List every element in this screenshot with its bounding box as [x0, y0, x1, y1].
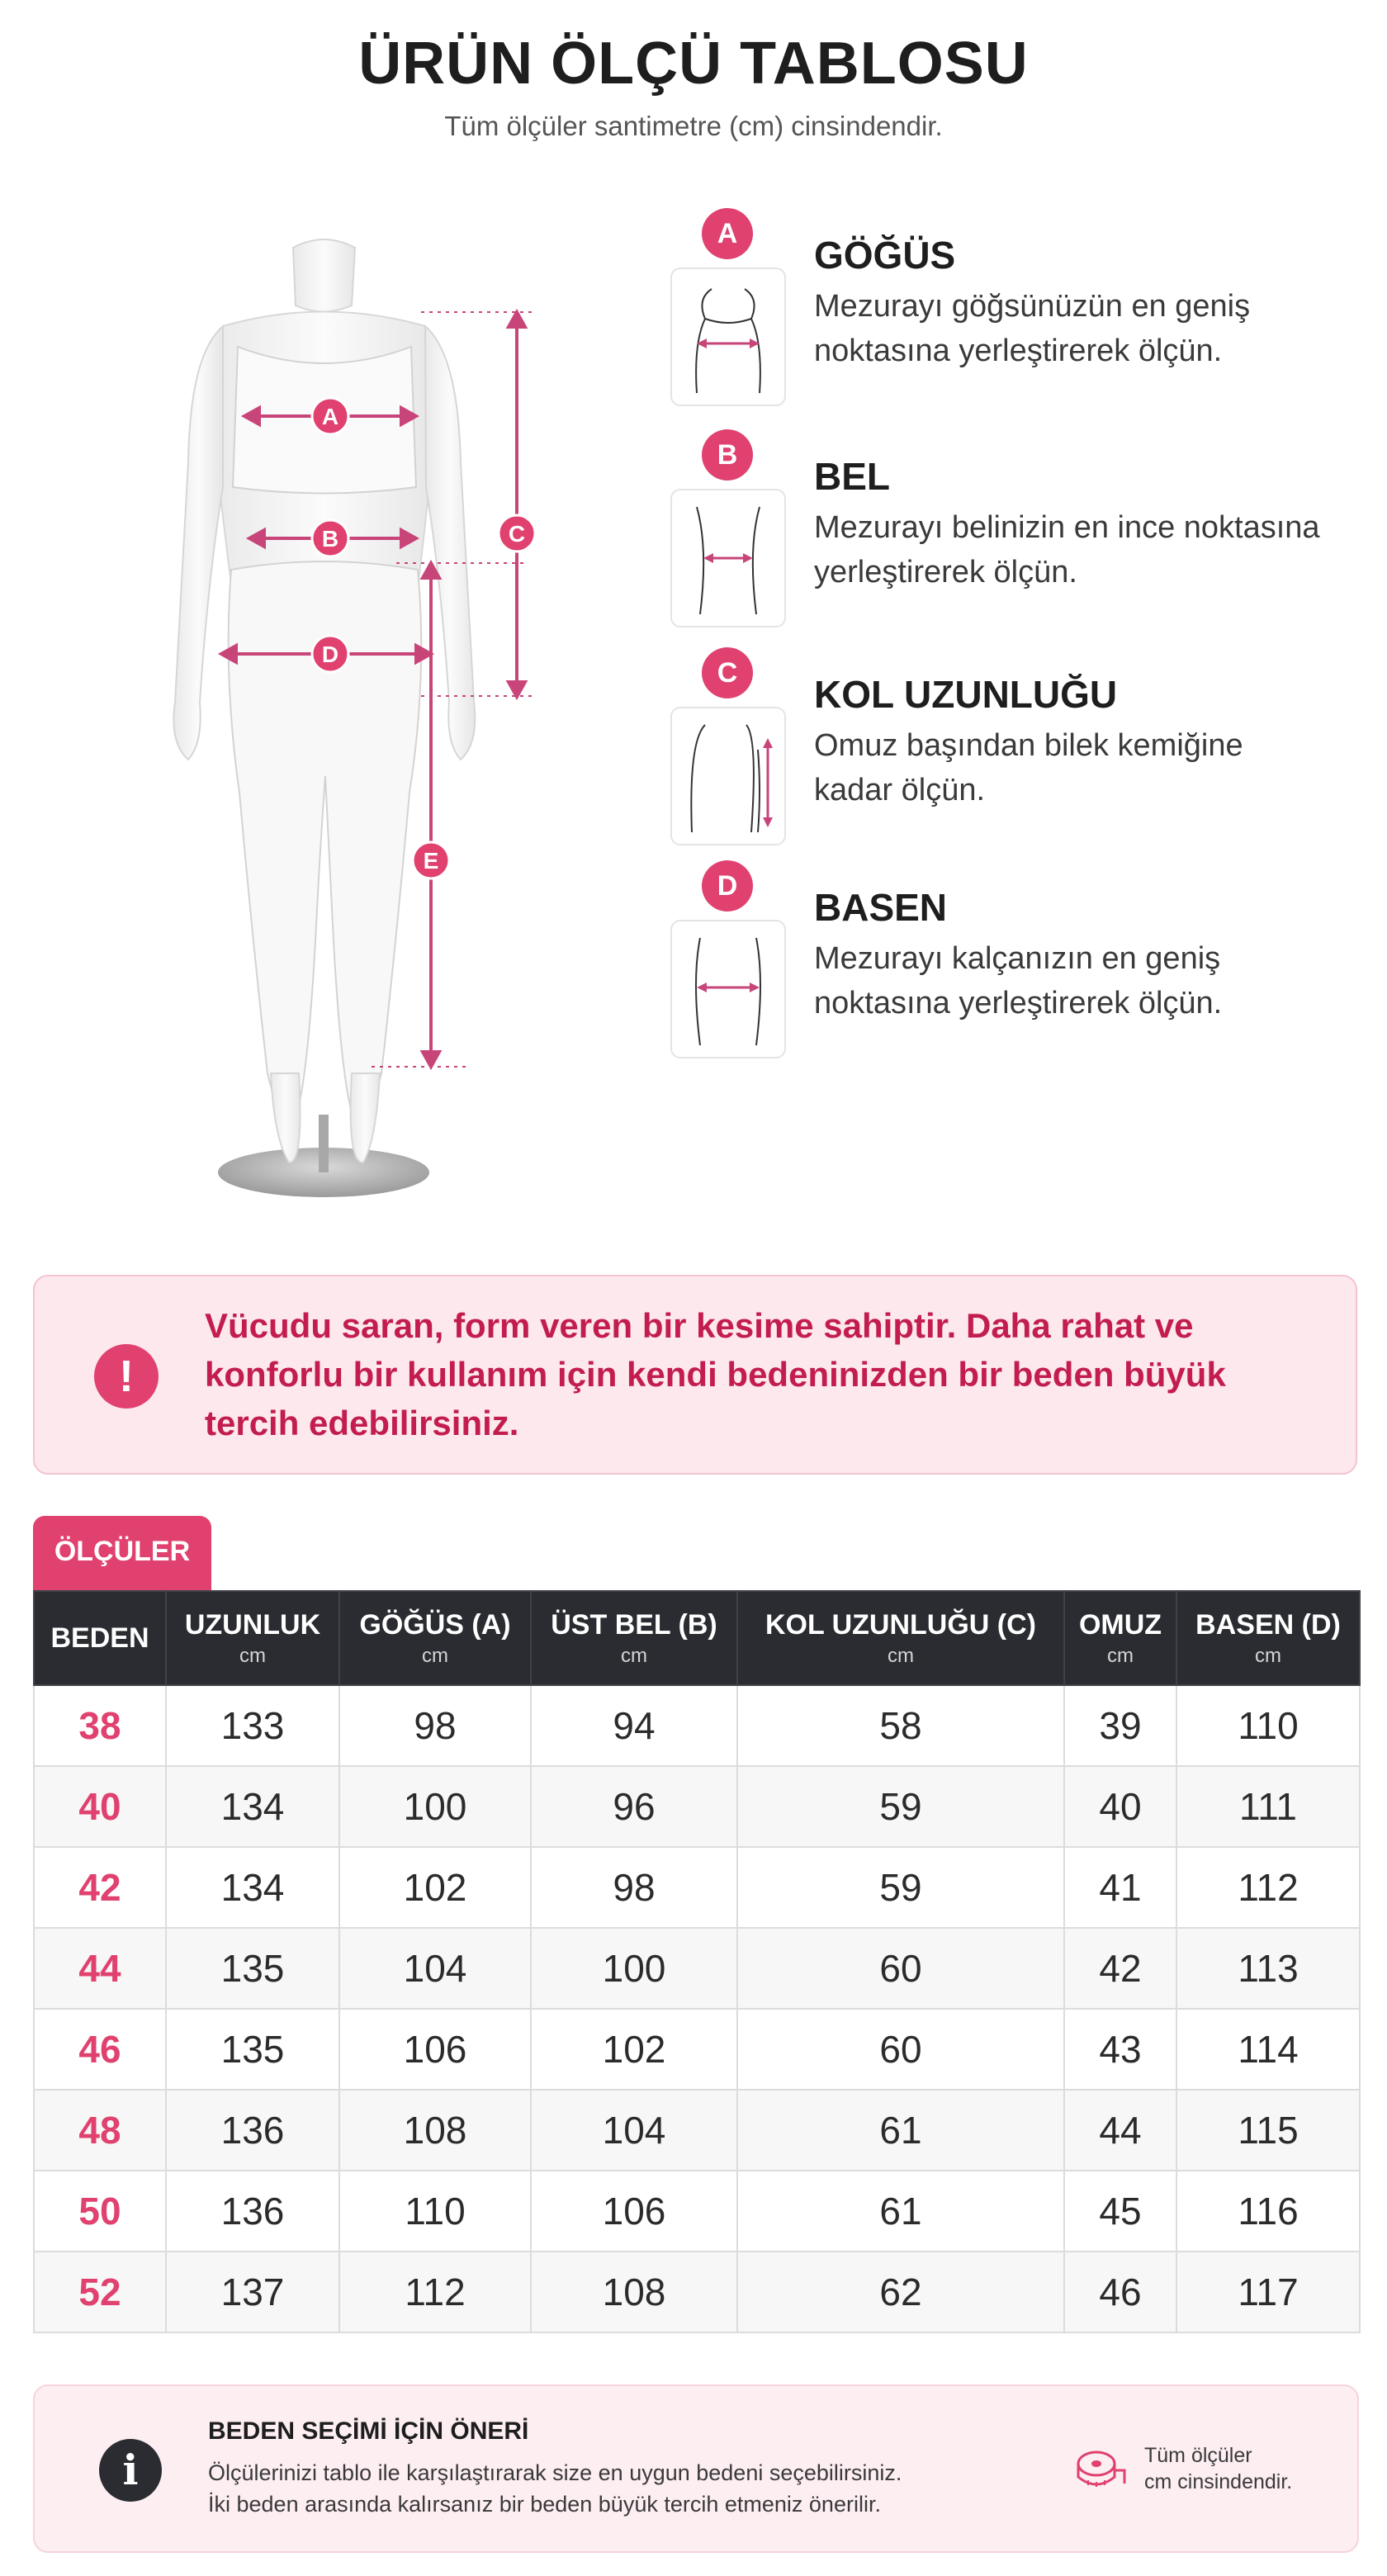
guide-badge-c: C	[702, 647, 753, 698]
guide-waist	[669, 429, 1370, 627]
units-note-line: cm cinsindendir.	[1144, 2470, 1293, 2493]
column-header-arm-length: KOL UZUNLUĞU (C) cm	[737, 1591, 1064, 1685]
table-cell: 94	[531, 1685, 737, 1766]
table-cell: 39	[1064, 1685, 1176, 1766]
table-cell: 62	[737, 2252, 1064, 2332]
table-cell: 61	[737, 2171, 1064, 2252]
size-cell: 38	[34, 1685, 166, 1766]
fit-warning-alert	[33, 1275, 1357, 1475]
waist-measure-icon	[670, 489, 786, 627]
guide-text-hip	[814, 936, 1367, 1025]
size-cell: 42	[34, 1847, 166, 1928]
column-header-shoulder: OMUZ cm	[1064, 1591, 1176, 1685]
alert-line: konforlu bir kullanım için kendi bedeninizden bir beden büyük	[205, 1355, 1226, 1394]
guide-text-line: Mezurayı kalçanızın en geniş	[814, 941, 1221, 976]
table-cell: 61	[737, 2090, 1064, 2171]
table-cell: 104	[531, 2090, 737, 2171]
table-cell: 98	[531, 1847, 737, 1928]
guide-text-line: yerleştirerek ölçün.	[814, 555, 1077, 590]
table-cell: 108	[531, 2252, 737, 2332]
guide-text-line: Mezurayı belinizin en ince noktasına	[814, 510, 1320, 545]
size-table	[33, 1590, 1361, 2333]
fit-warning-text	[205, 1301, 1311, 1447]
advice-line: Ölçülerinizi tablo ile karşılaştırarak size en uygun bedeni seçebilirsiniz.	[208, 2460, 902, 2485]
guide-chest	[669, 208, 1370, 406]
table-cell: 44	[1064, 2090, 1176, 2171]
table-cell: 96	[531, 1766, 737, 1847]
table-row	[34, 2090, 1360, 2171]
table-cell: 58	[737, 1685, 1064, 1766]
table-row	[34, 1685, 1360, 1766]
table-cell: 115	[1176, 2090, 1360, 2171]
table-header-row	[34, 1591, 1360, 1685]
table-cell: 106	[531, 2171, 737, 2252]
table-row	[34, 2009, 1360, 2090]
table-cell: 59	[737, 1766, 1064, 1847]
table-cell: 60	[737, 1928, 1064, 2009]
marker-e-label: E	[423, 848, 439, 874]
left-foot	[271, 1073, 301, 1163]
marker-b-label: B	[321, 526, 339, 552]
guide-hip	[669, 860, 1370, 1058]
guide-text-arm-length	[814, 723, 1367, 812]
column-header-hip: BASEN (D) cm	[1176, 1591, 1360, 1685]
marker-b	[312, 520, 348, 556]
guide-text-chest	[814, 284, 1367, 373]
size-cell: 44	[34, 1928, 166, 2009]
table-cell: 116	[1176, 2171, 1360, 2252]
table-cell: 59	[737, 1847, 1064, 1928]
marker-d	[312, 636, 348, 672]
table-cell: 102	[339, 1847, 531, 1928]
advice-title: BEDEN SEÇİMİ İÇİN ÖNERİ	[208, 2417, 529, 2445]
tab-measurements[interactable]: ÖLÇÜLER	[33, 1516, 211, 1592]
table-cell: 113	[1176, 1928, 1360, 2009]
chest-measure-icon	[670, 268, 786, 406]
table-cell: 100	[339, 1766, 531, 1847]
table-cell: 117	[1176, 2252, 1360, 2332]
right-foot	[351, 1073, 380, 1163]
table-cell: 112	[1176, 1847, 1360, 1928]
advice-line: İki beden arasında kalırsanız bir beden büyük tercih etmeniz önerilir.	[208, 2492, 881, 2517]
table-cell: 136	[166, 2090, 339, 2171]
marker-a	[312, 398, 348, 434]
guide-text-line: noktasına yerleştirerek ölçün.	[814, 986, 1223, 1020]
table-cell: 110	[1176, 1685, 1360, 1766]
marker-c-label: C	[508, 521, 526, 547]
guide-text-line: Omuz başından bilek kemiğine	[814, 728, 1243, 763]
guide-badge-a: A	[702, 208, 753, 259]
guide-arm-length	[669, 647, 1370, 845]
units-note-line: Tüm ölçüler	[1144, 2444, 1252, 2467]
right-arm	[425, 326, 475, 760]
neck	[293, 239, 355, 312]
exclamation-icon: !	[94, 1344, 159, 1409]
table-row	[34, 1847, 1360, 1928]
page-title: ÜRÜN ÖLÇÜ TABLOSU	[358, 31, 1029, 97]
table-cell: 43	[1064, 2009, 1176, 2090]
table-row	[34, 2171, 1360, 2252]
column-header-upper-waist: ÜST BEL (B) cm	[531, 1591, 737, 1685]
table-cell: 108	[339, 2090, 531, 2171]
table-cell: 42	[1064, 1928, 1176, 2009]
table-cell: 98	[339, 1685, 531, 1766]
table-cell: 135	[166, 1928, 339, 2009]
table-row	[34, 1766, 1360, 1847]
guide-badge-b: B	[702, 429, 753, 481]
guide-text-line: kadar ölçün.	[814, 773, 986, 807]
guide-title-hip: BASEN	[814, 886, 948, 929]
table-cell: 40	[1064, 1766, 1176, 1847]
marker-e	[413, 842, 449, 878]
size-advice-box	[33, 2384, 1359, 2553]
page-subtitle: Tüm ölçüler santimetre (cm) cinsindendir.	[444, 111, 943, 141]
marker-d-label: D	[321, 642, 339, 667]
stand-pole	[319, 1115, 329, 1172]
guide-title-waist: BEL	[814, 455, 890, 498]
table-row	[34, 1928, 1360, 2009]
column-header-chest: GÖĞÜS (A) cm	[339, 1591, 531, 1685]
table-cell: 111	[1176, 1766, 1360, 1847]
guide-text-line: Mezurayı göğsünüzün en geniş	[814, 289, 1251, 324]
alert-line: Vücudu saran, form veren bir kesime sahiptir. Daha rahat ve	[205, 1306, 1194, 1345]
table-cell: 134	[166, 1847, 339, 1928]
table-cell: 137	[166, 2252, 339, 2332]
table-cell: 110	[339, 2171, 531, 2252]
table-cell: 41	[1064, 1847, 1176, 1928]
column-header-length: UZUNLUK cm	[166, 1591, 339, 1685]
guide-text-line: noktasına yerleştirerek ölçün.	[814, 334, 1223, 368]
table-cell: 112	[339, 2252, 531, 2332]
hip-measure-icon	[670, 920, 786, 1058]
table-cell: 106	[339, 2009, 531, 2090]
guide-badge-d: D	[702, 860, 753, 912]
size-cell: 48	[34, 2090, 166, 2171]
table-cell: 104	[339, 1928, 531, 2009]
alert-line: tercih edebilirsiniz.	[205, 1404, 519, 1442]
size-cell: 40	[34, 1766, 166, 1847]
column-header-size: BEDEN	[34, 1591, 166, 1685]
table-cell: 46	[1064, 2252, 1176, 2332]
table-cell: 135	[166, 2009, 339, 2090]
mannequin-figure	[83, 215, 578, 1205]
guide-title-chest: GÖĞÜS	[814, 234, 956, 277]
table-cell: 45	[1064, 2171, 1176, 2252]
table-cell: 136	[166, 2171, 339, 2252]
mannequin-illustration	[83, 215, 578, 1205]
arm-measure-icon	[670, 707, 786, 845]
measuring-tape-icon	[1072, 2441, 1129, 2498]
table-cell: 133	[166, 1685, 339, 1766]
guide-text-waist	[814, 505, 1367, 594]
left-arm	[173, 326, 223, 760]
size-cell: 52	[34, 2252, 166, 2332]
table-cell: 102	[531, 2009, 737, 2090]
table-cell: 114	[1176, 2009, 1360, 2090]
size-cell: 46	[34, 2009, 166, 2090]
table-cell: 100	[531, 1928, 737, 2009]
size-cell: 50	[34, 2171, 166, 2252]
marker-a-label: A	[321, 404, 339, 429]
guide-title-arm-length: KOL UZUNLUĞU	[814, 673, 1118, 716]
marker-c	[499, 515, 535, 552]
table-cell: 60	[737, 2009, 1064, 2090]
table-cell: 134	[166, 1766, 339, 1847]
table-row	[34, 2252, 1360, 2332]
info-icon: i	[99, 2439, 162, 2502]
